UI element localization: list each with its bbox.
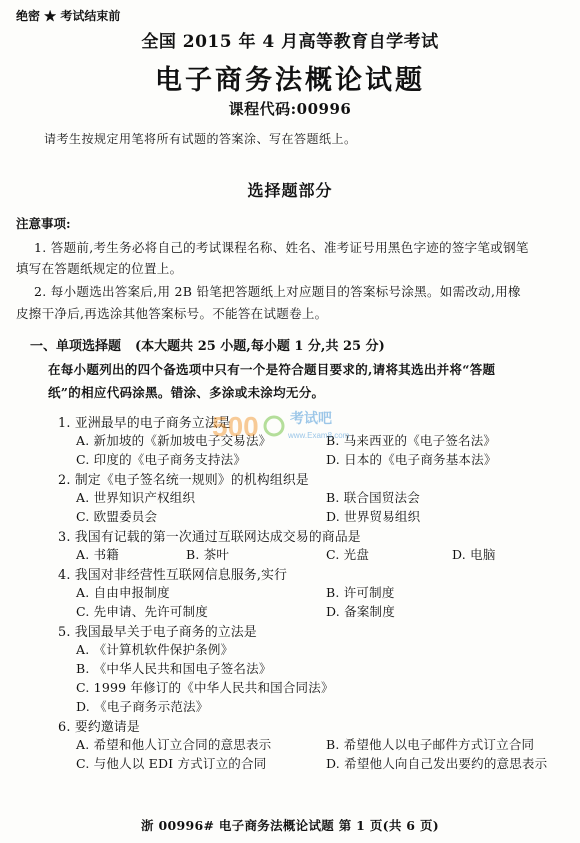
paper-title: 电子商务法概论试题	[155, 65, 425, 96]
watermark-ring-icon	[265, 417, 283, 435]
answer-option: D. 日本的《电子商务基本法》	[326, 452, 497, 467]
answer-option: A. 希望和他人订立合同的意思表示	[76, 737, 272, 752]
page-footer: 浙 00996# 电子商务法概论试题 第 1 页(共 6 页)	[141, 818, 439, 833]
answer-option: C. 欧盟委员会	[76, 509, 158, 524]
notes-heading: 注意事项:	[16, 216, 71, 231]
answer-option: C. 先申请、先许可制度	[76, 604, 208, 619]
answer-option: D. 电脑	[452, 547, 496, 562]
answer-option: C. 印度的《电子商务支持法》	[76, 452, 247, 467]
answer-option: A. 书籍	[76, 547, 119, 562]
watermark-number: 500	[212, 411, 259, 442]
watermark-domain: www.Exam8.com	[288, 431, 350, 440]
answer-option: A. 世界知识产权组织	[76, 490, 196, 505]
answer-option: A. 《计算机软件保护条例》	[76, 642, 234, 657]
general-instruction: 请考生按规定用笔将所有试题的答案涂、写在答题纸上。	[44, 132, 357, 146]
part-one-heading	[30, 335, 385, 354]
answer-option: C. 1999 年修订的《中华人民共和国合同法》	[76, 680, 334, 695]
answer-option: A. 自由申报制度	[76, 585, 170, 600]
question-stem: 4. 我国对非经营性互联网信息服务,实行	[58, 568, 288, 583]
answer-option: D. 备案制度	[326, 604, 395, 619]
part-one-description: (本大题共 25 小题,每小题 1 分,共 25 分)	[135, 339, 385, 354]
answer-option: C. 与他人以 EDI 方式订立的合同	[76, 756, 267, 771]
note-line: 2. 每小题选出答案后,用 2B 铅笔把答题纸上对应题目的答案标号涂黑。如需改动,用橡	[34, 284, 521, 299]
course-code: 课程代码:00996	[228, 100, 352, 118]
answer-option: D. 希望他人向自己发出要约的意思表示	[326, 756, 548, 771]
answer-option: B. 马来西亚的《电子签名法》	[326, 433, 497, 448]
answer-option: B. 许可制度	[326, 585, 395, 600]
question-stem: 2. 制定《电子签名统一规则》的机构组织是	[58, 473, 309, 488]
answer-option: A. 新加坡的《新加坡电子交易法》	[76, 433, 272, 448]
note-line: 填写在答题纸规定的位置上。	[16, 261, 183, 276]
question-stem: 1. 亚洲最早的电子商务立法是	[58, 416, 231, 431]
note-line: 皮擦干净后,再选涂其他答案标号。不能答在试题卷上。	[16, 306, 328, 321]
question-stem: 5. 我国最早关于电子商务的立法是	[58, 625, 257, 640]
answer-option: B. 茶叶	[186, 547, 230, 562]
answer-option: D. 世界贸易组织	[326, 509, 421, 524]
part-one-title: 一、单项选择题	[30, 339, 122, 354]
question-stem: 6. 要约邀请是	[58, 720, 140, 735]
part-one-instruction: 纸”的相应代码涂黑。错涂、多涂或未涂均无分。	[48, 385, 325, 400]
answer-option: C. 光盘	[326, 547, 370, 562]
part-one-instruction: 在每小题列出的四个备选项中只有一个是符合题目要求的,请将其选出并将“答题	[48, 362, 496, 377]
watermark-brand: 考试吧	[290, 411, 332, 427]
answer-option: B. 联合国贸法会	[326, 490, 420, 505]
answer-option: B. 《中华人民共和国电子签名法》	[76, 661, 272, 676]
question-stem: 3. 我国有记载的第一次通过互联网达成交易的商品是	[58, 530, 361, 545]
watermark-logo	[208, 406, 358, 446]
note-line: 1. 答题前,考生务必将自己的考试课程名称、姓名、准考证号用黑色字迹的签字笔或钢笔	[34, 240, 529, 255]
answer-option: B. 希望他人以电子邮件方式订立合同	[326, 737, 535, 752]
answer-option: D. 《电子商务示范法》	[76, 699, 209, 714]
secret-mark: 绝密 ★ 考试结束前	[16, 9, 121, 23]
exam-name: 全国 2015 年 4 月高等教育自学考试	[141, 32, 439, 52]
section-title: 选择题部分	[247, 181, 333, 200]
